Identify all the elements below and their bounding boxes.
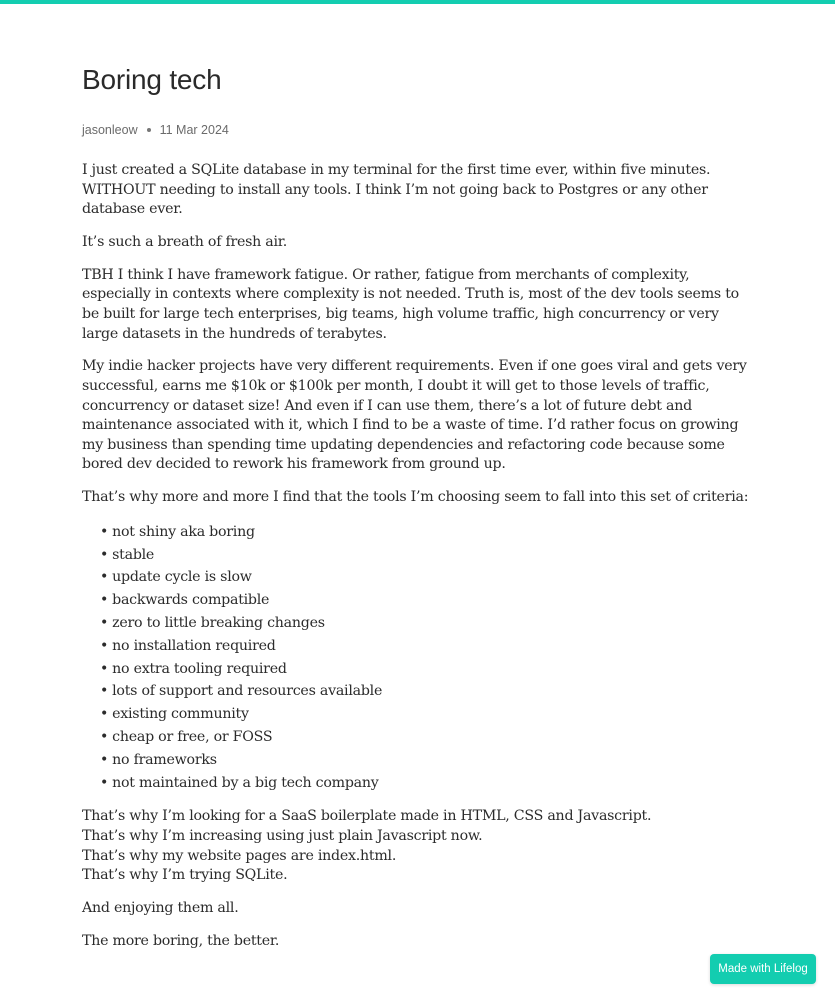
- post-date: 11 Mar 2024: [159, 123, 229, 137]
- list-item: • lots of support and resources available: [100, 680, 750, 703]
- list-item: • zero to little breaking changes: [100, 612, 750, 635]
- article-body: [82, 161, 750, 965]
- paragraph: That’s why more and more I find that the tools I’m choosing seem to fall into this set of criteria:: [82, 489, 749, 506]
- list-item: • not maintained by a big tech company: [100, 772, 750, 795]
- line: That’s why my website pages are index.html.: [82, 847, 397, 864]
- paragraph: TBH I think I have framework fatigue. Or rather, fatigue from merchants of complexity, especially in contexts where complexity is not needed. Truth is, most of the dev tools seems to be built for large tech enterprises, big teams, high volume traffic, high concurrency or very large datasets in the hundreds of terabytes.: [82, 266, 739, 342]
- author-link[interactable]: jasonleow: [82, 123, 138, 137]
- paragraph: The more boring, the better.: [82, 932, 280, 949]
- page-title: Boring tech: [82, 64, 222, 95]
- paragraph: And enjoying them all.: [82, 899, 239, 916]
- list-item: • cheap or free, or FOSS: [100, 726, 750, 749]
- list-item: • no frameworks: [100, 749, 750, 772]
- made-with-lifelog-button[interactable]: Made with Lifelog: [710, 954, 816, 984]
- thats-why-paragraph: [82, 807, 750, 885]
- line: That’s why I’m looking for a SaaS boilerplate made in HTML, CSS and Javascript.: [82, 808, 652, 825]
- separator-dot-icon: [147, 128, 151, 132]
- list-item: • stable: [100, 544, 750, 567]
- list-item: • not shiny aka boring: [100, 521, 750, 544]
- paragraph: My indie hacker projects have very different requirements. Even if one goes viral and gets very successful, earns me $10k or $100k per month, I doubt it will get to those levels of traffic, concurrency or dataset size! And even if I can use them, there’s a lot of future debt and maintenance associated with it, which I find to be a waste of time. I’d rather focus on growing my business than spending time updating dependencies and refactoring code because some bored dev decided to rework his framework from ground up.: [82, 358, 747, 473]
- line: That’s why I’m increasing using just plain Javascript now.: [82, 828, 483, 844]
- list-item: • backwards compatible: [100, 589, 750, 612]
- list-item: • no installation required: [100, 635, 750, 658]
- list-item: • existing community: [100, 703, 750, 726]
- post-meta: [82, 123, 229, 137]
- paragraph: It’s such a breath of fresh air.: [82, 233, 288, 250]
- list-item: • update cycle is slow: [100, 566, 750, 589]
- top-accent-bar: [0, 0, 835, 4]
- criteria-list: [82, 521, 750, 795]
- line: That’s why I’m trying SQLite.: [82, 867, 288, 884]
- paragraph: I just created a SQLite database in my terminal for the first time ever, within five minutes. WITHOUT needing to install any tools. I think I’m not going back to Postgres or any other database ever.: [82, 162, 711, 218]
- list-item: • no extra tooling required: [100, 658, 750, 681]
